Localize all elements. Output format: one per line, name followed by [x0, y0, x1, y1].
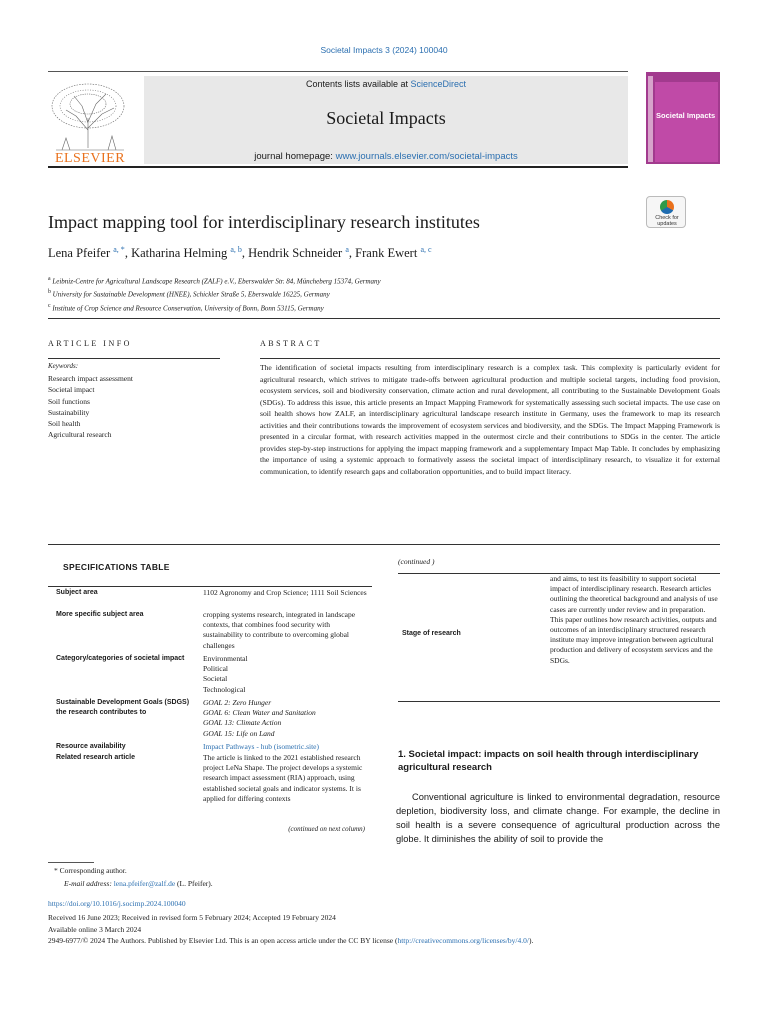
body-paragraph: Conventional agriculture is linked to environmental degradation, resource depletion, biodiversity loss, and climate change. For example, the decline in soil health is a severe consequence of agricultural production across the globe. It diminishes the ability of soil to provide the: [396, 792, 720, 844]
license-suffix: ).: [528, 936, 534, 945]
author-affil-marker[interactable]: a, b: [230, 245, 242, 254]
keyword: Soil health: [48, 419, 81, 429]
corresponding-author-note: * Corresponding author.: [54, 866, 127, 875]
stage-label: Stage of research: [402, 630, 461, 637]
license-link[interactable]: http://creativecommons.org/licenses/by/4.0/: [397, 936, 529, 945]
banner-rule: [48, 166, 628, 168]
doi-link[interactable]: https://doi.org/10.1016/j.socimp.2024.100040: [48, 899, 186, 908]
journal-cover[interactable]: [646, 72, 720, 164]
homepage-link[interactable]: www.journals.elsevier.com/societal-impacts: [335, 151, 518, 162]
contents-line: [144, 79, 628, 89]
affiliation: [48, 274, 381, 287]
author-name[interactable]: Lena Pfeifer: [48, 246, 111, 261]
affiliation: [48, 301, 381, 314]
cover-title: Societal Impacts: [656, 111, 716, 120]
spec-label: More specific subject area: [56, 611, 144, 618]
resource-link[interactable]: Impact Pathways - hub (isometric.site): [203, 742, 320, 751]
author-affil-marker[interactable]: a, *: [113, 245, 125, 254]
email-suffix: (L. Pfeifer).: [175, 879, 213, 888]
section-rule: [48, 544, 720, 545]
keyword-list: [48, 373, 133, 441]
continued-label: (continued ): [398, 557, 435, 566]
elsevier-wordmark: ELSEVIER: [54, 151, 126, 166]
license-line: [48, 935, 533, 947]
affiliation-text: Leibniz-Centre for Agricultural Landscape Research (ZALF) e.V., Eberswalder Str. 84, Müncheberg 15374, Germany: [52, 277, 381, 286]
spec-value: 1102 Agronomy and Crop Science; 1111 Soil Sciences: [203, 588, 367, 597]
email-label: E-mail address:: [64, 879, 114, 888]
author-name[interactable]: Katharina Helming: [131, 246, 228, 261]
author-affil-marker[interactable]: a: [345, 245, 349, 254]
spec-value: GOAL 2: Zero Hunger GOAL 6: Clean Water and Sanitation GOAL 13: Climate Action GOAL 15: Life on Land: [203, 698, 316, 738]
sciencedirect-link[interactable]: ScienceDirect: [410, 79, 467, 89]
journal-citation[interactable]: Societal Impacts 3 (2024) 100040: [320, 45, 448, 55]
stage-value: and aims, to test its feasibility to support societal impact of interdisciplinary research. Research articles outlining the theoretical background and analysis of use cases are currently under review and in preparation. This paper outlines how research activities, outputs and outcomes of an interdisciplinary structured research institute may improve integration between agricultural production and delivery of ecosystem services and the SDGs.: [550, 574, 718, 665]
affiliation-text: Institute of Crop Science and Resource Conservation, University of Bonn, Bonn 53115, Germany: [52, 303, 324, 312]
author-name[interactable]: Hendrik Schneider: [248, 246, 343, 261]
badge-label: Check for updates: [655, 215, 679, 227]
abstract-heading: ABSTRACT: [260, 339, 322, 348]
homepage-prefix: journal homepage:: [254, 151, 336, 162]
cover-panel: [655, 82, 718, 162]
spec-table-title: SPECIFICATIONS TABLE: [63, 562, 170, 572]
spec-label: Sustainable Development Goals (SDGS) the research contributes to: [56, 699, 190, 717]
email-link[interactable]: lena.pfeifer@zalf.de: [113, 879, 176, 888]
spec-label: Resource availability: [56, 743, 126, 750]
update-icon: [660, 200, 674, 214]
continued-rule: [398, 701, 720, 702]
keyword: Sustainability: [48, 407, 90, 417]
keyword: Agricultural research: [48, 430, 112, 440]
corresponding-text: Corresponding author.: [59, 866, 127, 875]
contents-prefix: Contents lists available at: [305, 79, 411, 89]
spec-value: cropping systems research, integrated in landscape contexts, that combines food security with sustainability to contribute to overcoming global challenges: [203, 610, 356, 650]
online-date: Available online 3 March 2024: [48, 924, 142, 934]
affiliation-marker: c: [48, 302, 51, 309]
section-heading: 1. Societal impact: impacts on soil health through interdisciplinary agricultural research: [398, 749, 699, 773]
spec-label: Related research article: [56, 754, 135, 761]
spec-label: Subject area: [56, 589, 98, 596]
affiliation: [48, 287, 381, 300]
email-note: [64, 879, 213, 888]
spec-value: Environmental Political Societal Technological: [203, 654, 248, 694]
homepage-line: [144, 151, 628, 162]
author-name[interactable]: Frank Ewert: [355, 246, 418, 261]
keyword: Societal impact: [48, 385, 95, 395]
spec-table-rule: [48, 586, 372, 587]
author-affil-marker[interactable]: a, c: [420, 245, 432, 254]
affiliation-marker: b: [48, 289, 51, 296]
spec-label: Category/categories of societal impact: [56, 655, 185, 662]
article-dates: [48, 912, 533, 947]
keyword: Soil functions: [48, 396, 90, 406]
check-for-updates-badge[interactable]: [646, 196, 686, 228]
header-rule: [48, 71, 628, 72]
keyword: Research impact assessment: [48, 374, 133, 383]
continued-note: (continued on next column): [288, 825, 365, 833]
section-rule: [48, 318, 720, 319]
article-title: Impact mapping tool for interdisciplinary research institutes: [48, 212, 480, 232]
article-info-heading: ARTICLE INFO: [48, 339, 132, 348]
license-prefix: 2949-6977/© 2024 The Authors. Published by Elsevier Ltd. This is an open access article under the CC BY license (: [48, 936, 398, 945]
author-list: Lena Pfeifer $^{a, *}$, Katharina Helming $^{a, b}$, Hendrik Schneider $^a$, Frank Ewert $^{a, c}$: [48, 245, 432, 261]
spec-value: The article is linked to the 2021 established research project LeNa Shape. The project develops a systemic research impact assessment (RIA) approach, using established societal goals and indicator systems. It is applied for differing contexts: [203, 753, 363, 803]
journal-name: Societal Impacts: [326, 108, 446, 128]
cover-strip: [648, 76, 653, 162]
affiliation-text: University for Sustainable Development (HNEE), Schickler Straße 5, Eberswalde 16225, Germany: [52, 290, 330, 299]
abstract-rule: [260, 358, 720, 359]
affiliations: [48, 274, 381, 314]
affiliation-marker: a: [48, 276, 51, 282]
footnote-rule: [48, 862, 94, 863]
abstract-text: The identification of societal impacts resulting from interdisciplinary research is a complex task. This complexity is particularly evident for agricultural research, which strives to mitigate trade-offs between agricultural production and multiple societal targets, including food provision, ecosystem services, soil and biodiversity conservation, climate action and rural development, all contributing to the Sustainable Development Goals (SDGs). To address this issue, this article presents an Impact Mapping Framework for systematically assessing such societal impacts. The use case on soil health shows how ZALF, an interdisciplinary agricultural landscape research institute in Germany, uses the framework to map its research activities and their contributions towards the improvement of ecosystem services and biodiversity, and the SDGs. The Impact Mapping Framework is presented in a circular format, with research activities mapped in the outermost circle and their contributions to SDGs in the center. The article provides step-by-step instructions for applying the impact mapping framework and a supplementary Impact Map Table. It concludes by emphasizing the importance of using a systemic approach to formatively assess the societal impact of interdisciplinary research, to visualize it for external communication, to identify research gaps and collaboration opportunities, and to build impact literacy.: [260, 363, 720, 476]
article-info-rule: [48, 358, 220, 359]
keywords-label: Keywords:: [48, 362, 79, 370]
received-dates: Received 16 June 2023; Received in revised form 5 February 2024; Accepted 19 February 2024: [48, 913, 336, 922]
